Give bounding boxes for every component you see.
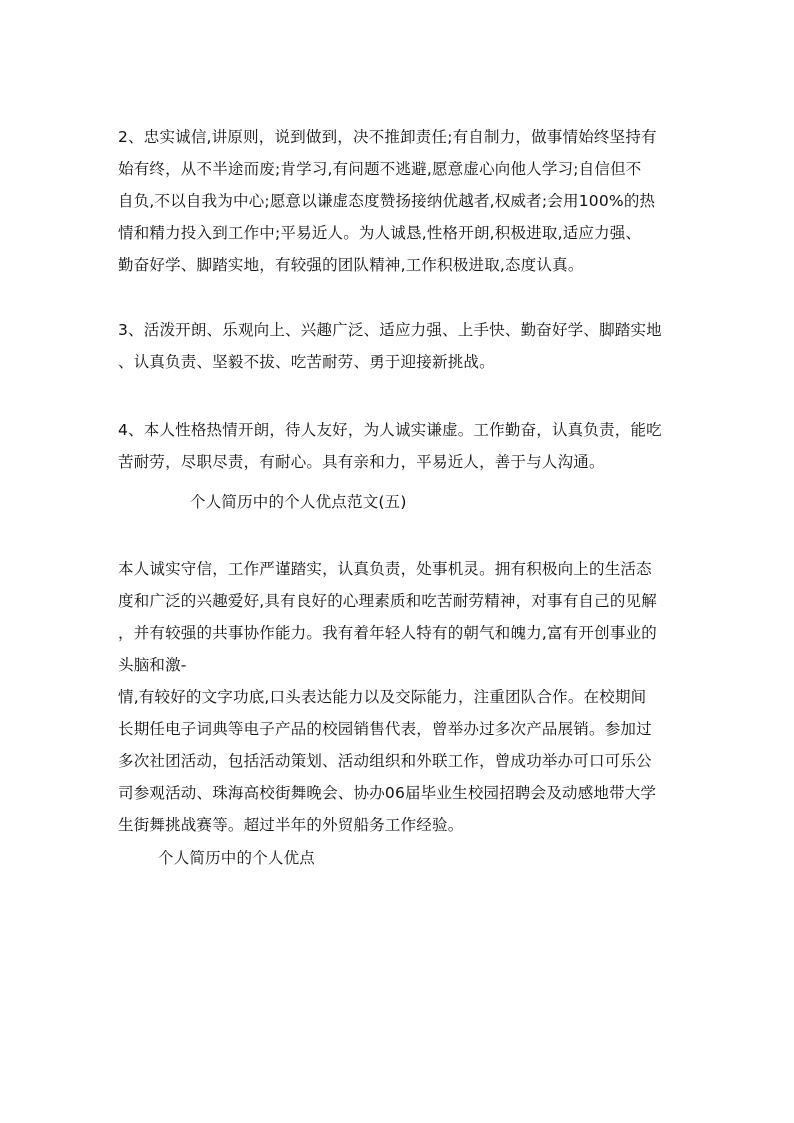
text-line: 情和精力投入到工作中;平易近人。为人诚恳,性格开朗,积极进取,适应力强、 <box>118 224 642 242</box>
section-heading: 个人简历中的个人优点范文(五) <box>190 493 407 511</box>
text-line: 头脑和激- <box>118 656 187 674</box>
text-line: 长期任电子词典等电子产品的校园销售代表，曾举办过多次产品展销。参加过 <box>118 720 652 738</box>
text-line: 4、本人性格热情开朗，待人友好，为人诚实谦虚。工作勤奋，认真负责，能吃 <box>118 421 662 439</box>
text-line: 情,有较好的文字功底,口头表达能力以及交际能力，注重团队合作。在校期间 <box>118 688 647 706</box>
paragraph-5 <box>118 553 678 841</box>
text-line: 2、忠实诚信,讲原则，说到做到，决不推卸责任;有自制力，做事情始终坚持有 <box>118 128 657 146</box>
footer-heading: 个人简历中的个人优点 <box>158 849 316 867</box>
text-line: 多次社团活动，包括活动策划、活动组织和外联工作，曾成功举办可口可乐公 <box>118 752 652 770</box>
text-line: 苦耐劳，尽职尽责，有耐心。具有亲和力，平易近人，善于与人沟通。 <box>118 453 605 471</box>
paragraph-3 <box>118 314 678 378</box>
text-line: 本人诚实守信，工作严谨踏实，认真负责，处事机灵。拥有积极向上的生活态 <box>118 560 652 578</box>
text-line: ，并有较强的共事协作能力。我有着年轻人特有的朝气和魄力,富有开创事业的 <box>118 624 657 642</box>
text-line: 勤奋好学、脚踏实地，有较强的团队精神,工作积极进取,态度认真。 <box>118 256 584 274</box>
text-line: 生街舞挑战赛等。超过半年的外贸船务工作经验。 <box>118 816 464 834</box>
text-line: 度和广泛的兴趣爱好,具有良好的心理素质和吃苦耐劳精神，对事有自己的见解 <box>118 592 657 610</box>
text-line: 自负,不以自我为中心;愿意以谦虚态度赞扬接纳优越者,权威者;会用100%的热 <box>118 192 656 210</box>
text-line: 司参观活动、珠海高校街舞晚会、协办06届毕业生校园招聘会及动感地带大学 <box>118 784 657 802</box>
paragraph-4 <box>118 414 678 478</box>
text-line: 始有终，从不半途而废;肯学习,有问题不逃避,愿意虚心向他人学习;自信但不 <box>118 160 642 178</box>
text-line: 3、活泼开朗、乐观向上、兴趣广泛、适应力强、上手快、勤奋好学、脚踏实地 <box>118 321 662 339</box>
text-line: 、认真负责、坚毅不拔、吃苦耐劳、勇于迎接新挑战。 <box>118 353 495 371</box>
paragraph-2 <box>118 121 678 281</box>
